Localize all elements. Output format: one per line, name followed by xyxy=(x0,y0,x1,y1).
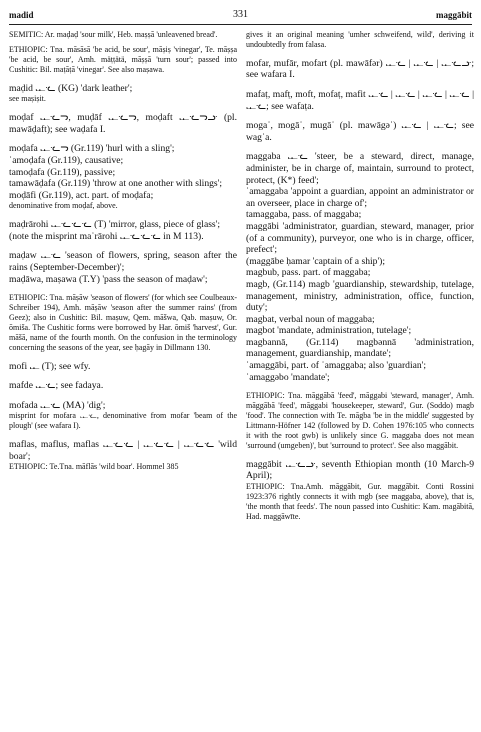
etymology-note: ETHIOPIC: Tna. māsāsā 'be acid, be sour', māṣiṣ 'vinegar', Te. māṣṣa 'be acid, be sour', Amh. mäṭṭätä, māṣṣā 'turn sour'; passed into Cushitic: Bil. maṭāṭā 'vinegar'. See also maṣawa. xyxy=(9,44,237,74)
etymology-note: ETHIOPIC: Te.Tna. māflās 'wild boar'. Hommel 385 xyxy=(9,462,179,472)
dictionary-entry: maḍaw ᎘ᓦ 'season of flowers, spring, season after the rains (September-December)'; xyxy=(9,250,237,273)
dictionary-entry: maggābit ᎘ᓦᓣ, seventh Ethiopian month (10 March-9 April); xyxy=(246,458,474,482)
dictionary-entry: maflas, maflus, maflas ᎘ᓦᓦ | ᎘ᓦᓦ | ᎘ᓦᓦ 'wild boar'; xyxy=(9,439,237,462)
header-rule xyxy=(9,24,472,25)
dictionary-entry: mafde ᎘ᓦ; see fadaya. xyxy=(9,380,104,392)
dictionary-entry: (note the misprint maʿrārohi ᎘ᓦᓦᓦ in M 113). xyxy=(9,230,204,242)
etymology-note: ETHIOPIC: Tna.Amh. māggābit, Gur. maggābit. Conti Rossini 1923:376 rightly connects it with mgb (see maggaba, above), that is, 'the month that feeds'. The noun passed into Cushitic: Kam. magābitā, Had. maggāwīte. xyxy=(246,481,474,521)
dictionary-entry: tamawāḍafa (Gr.119) 'throw at one another with slings'; xyxy=(9,178,223,190)
dictionary-entry: magbot 'mandate, administration, tutelage'; xyxy=(246,325,412,337)
etymology-note: see maṣiṣit. xyxy=(9,94,46,104)
dictionary-entry: mofada ᎘ᓦ (MA) 'dig'; xyxy=(9,399,106,411)
dictionary-entry: moḍāfi (Gr.119), act. part. of moḍafa; xyxy=(9,189,154,201)
dictionary-entry: mogaʾ, mogāʾ, mugāʾ (pl. mawāgəʾ) ᎘ᓦ | ᎘ᓦ; see wagʾa. xyxy=(246,120,474,143)
dictionary-entry: (maggābe ḥamar 'captain of a ship'); xyxy=(246,255,386,267)
dictionary-entry: maḍid ᎘ᓦ (KG) 'dark leather'; xyxy=(9,82,133,94)
dictionary-entry: magbannā, (Gr.114) magbənnā 'administration, management, guardianship, mandate'; xyxy=(246,336,474,360)
dictionary-entry: magb, (Gr.114) magb 'guardianship, stewardship, tutelage, management, ministry, administration, office, function, duty'; xyxy=(246,278,474,314)
dictionary-entry: ʾamoḍafa (Gr.119), causative; xyxy=(9,154,124,166)
dictionary-entry: ʾamaggəbo 'mandate'; xyxy=(246,371,330,383)
running-header xyxy=(9,10,472,24)
dictionary-entry: tamaggaba, pass. of maggaba; xyxy=(246,209,362,221)
etymology-note: ETHIOPIC: Tna. māṣāw 'season of flowers' (for which see Coulbeaux-Schreiber 194), Amh. māṣāw 'season after the summer rains' (from Geez); also in Cushitic: Bil. maṣuw, Qem. māšwa, Qab. maṣuw, Or. ōmiša. The Cushitic forms were borrowed by Har. ōmiš 'harvest', Gur. māšā, name of the fourth month. On the confusion in the terminology concerning the seasons of the year, see ḥagāy in Dillmann 130. xyxy=(9,293,237,352)
dictionary-entry: moḍafa ᎘ᓦᓓ (Gr.119) 'hurl with a sling'; xyxy=(9,143,175,155)
etymology-note: gives it an original meaning 'umher schweifend, wild', deriving it undoubtedly from falasa. xyxy=(246,30,474,49)
etymology-note: denominative from moḍaf, above. xyxy=(9,201,118,211)
dictionary-entry: moḍaf ᎘ᓦᓓ, muḍāf ᎘ᓦᓓ, moḍaft ᎘ᓦᓓᓣ (pl. mawāḍaft); see waḍafa I. xyxy=(9,112,237,135)
header-right-guideword: maggābit xyxy=(436,10,472,20)
etymology-note: SEMITIC: Ar. maḍaḍ 'sour milk', Heb. maṣṣā 'unleavened bread'. xyxy=(9,30,218,39)
dictionary-entry: mafaṭ, mafṭ, moft, mofaṭ, mafit ᎘ᓦ | ᎘ᓦ | ᎘ᓦ | ᎘ᓦ | ᎘ᓦ; see wafaṭa. xyxy=(246,89,474,112)
etymology-note: misprint for mofara ᎘ᓦ, denominative from mofar 'beam of the plough' (see wafara I). xyxy=(9,411,237,431)
etymology-note: ETHIOPIC: Tna. māggābā 'feed', māggabi 'steward, manager', Amh. māggābā 'feed', māggabi 'housekeeper, steward', Gur. (Soddo) magb 'food'. The connection with Te. māgba 'be in the middle' suggested by Littmann-Höfner 142 (followed by D. Cohen 1976:105 who connects it with the root gwb) is unlikely since G. maggaba does not mean 'surround (umgeben)', but 'surround to protect'. See also maggābit. xyxy=(246,391,474,450)
dictionary-entry: mofi ᎘ (T); see wfy. xyxy=(9,360,91,372)
dictionary-entry: tamoḍafa (Gr.119), passive; xyxy=(9,166,116,178)
left-column xyxy=(9,30,237,477)
page-number: 331 xyxy=(233,9,248,20)
dictionary-entry: maggaba ᎘ᓦ 'steer, be a steward, direct, manage, administer, be in charge of, maintain, surround to protect, protect, (K*) feed'; xyxy=(246,151,474,186)
dictionary-entry: ʾamaggaba 'appoint a guardian, appoint an administrator or an overseer, place in charge of'; xyxy=(246,186,474,209)
dictionary-entry: magbub, pass. part. of maggaba; xyxy=(246,267,371,279)
dictionary-entry: ʾamaggābi, part. of ʾamaggaba; also 'guardian'; xyxy=(246,360,427,372)
dictionary-entry: maḍāwa, maṣawa (T.Y) 'pass the season of maḍaw'; xyxy=(9,273,208,285)
dictionary-entry: magbat, verbal noun of maggaba; xyxy=(246,313,375,325)
dictionary-entry: maḍrārohi ᎘ᓦᓦᓦ (T) 'mirror, glass, piece of glass'; xyxy=(9,219,221,231)
dictionary-entry: mofar, mufār, mofart (pl. mawāfər) ᎘ᓦ | ᎘ᓦ | ᎘ᓦᓣ; see wafara I. xyxy=(246,57,474,81)
right-column xyxy=(246,30,474,527)
header-left-guideword: madid xyxy=(9,10,34,20)
dictionary-entry: maggābi 'administrator, guardian, steward, manager, prior (of a community), purveyor, one who is in charge, officer, prefect'; xyxy=(246,220,474,256)
